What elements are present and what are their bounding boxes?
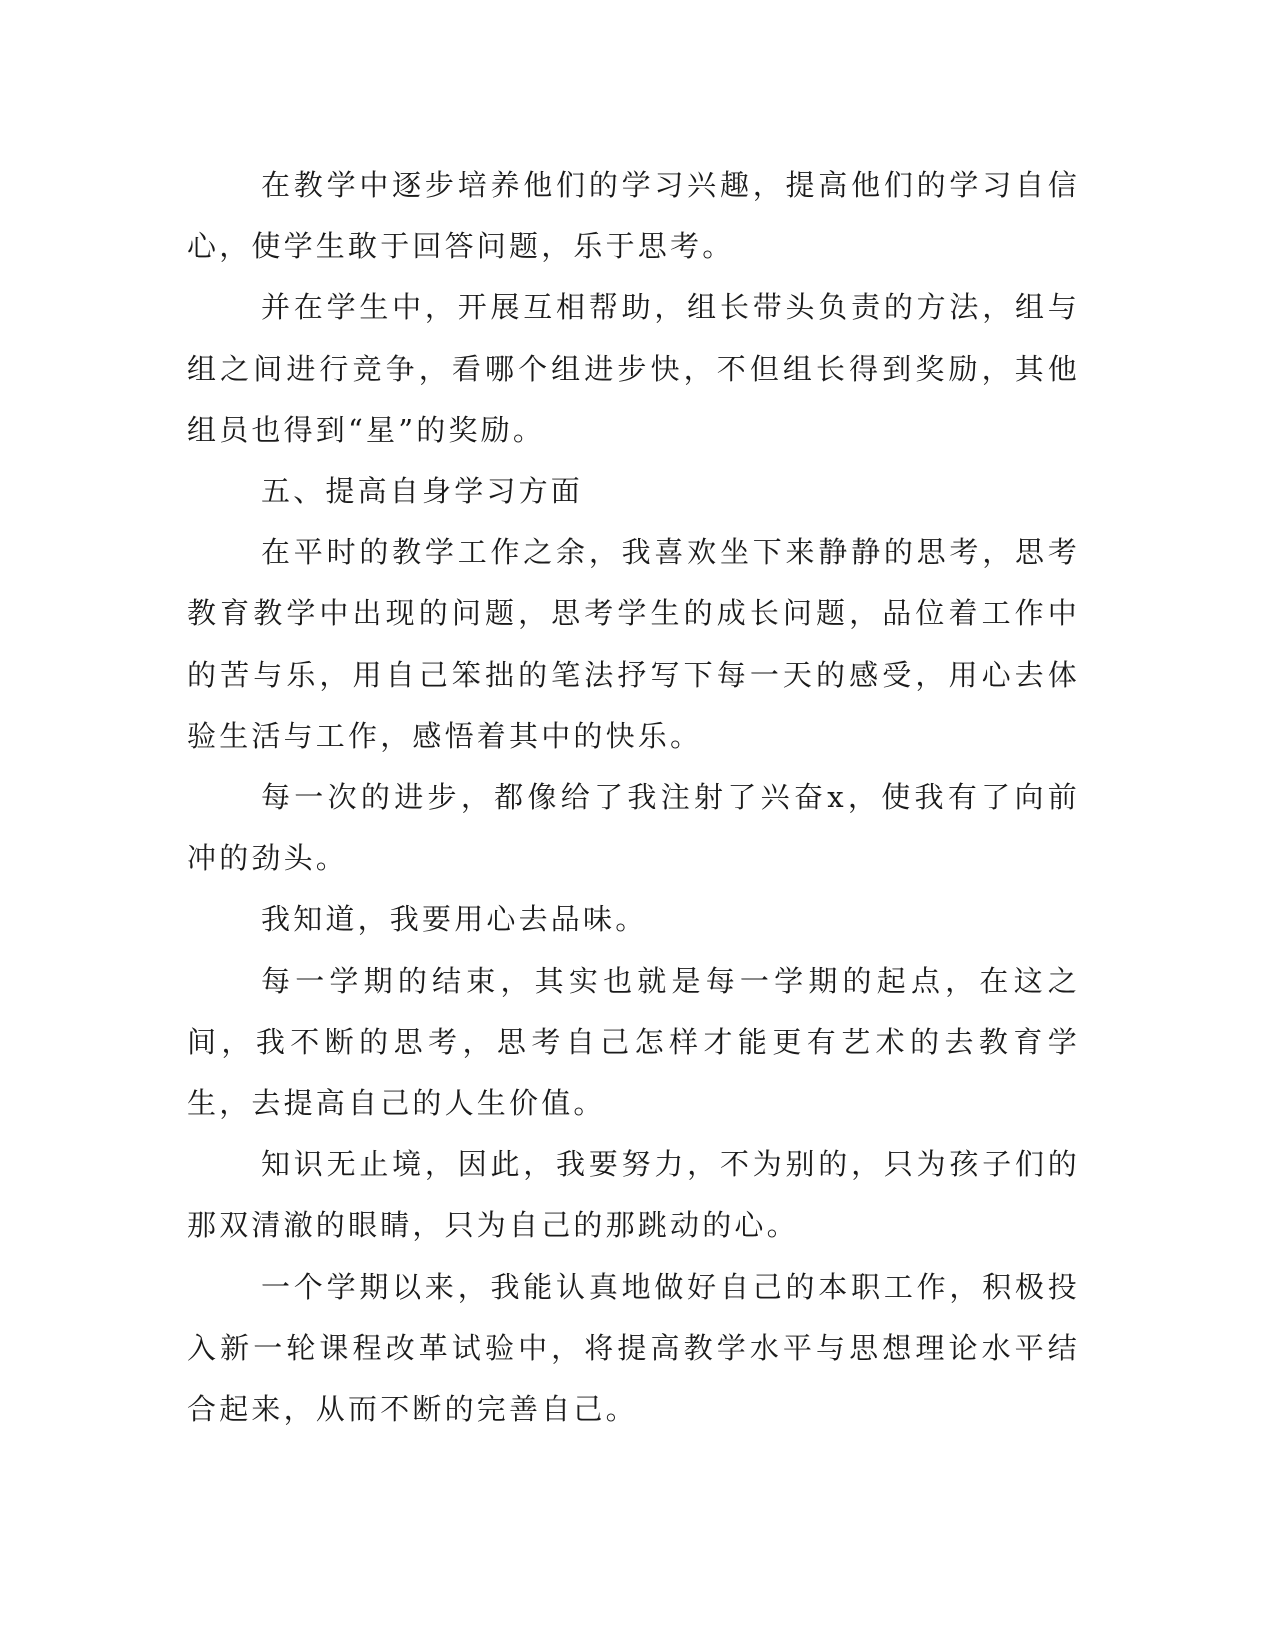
paragraph-6: 每一学期的结束，其实也就是每一学期的起点，在这之间，我不断的思考，思考自己怎样才能更有艺术的去教育学生，去提高自己的人生价值。: [187, 963, 1080, 1121]
paragraph-8: 一个学期以来，我能认真地做好自己的本职工作，积极投入新一轮课程改革试验中，将提高教学水平与思想理论水平结合起来，从而不断的完善自己。: [187, 1269, 1080, 1427]
paragraph-2: 并在学生中，开展互相帮助，组长带头负责的方法，组与组之间进行竞争，看哪个组进步快，不但组长得到奖励，其他组员也得到“星”的奖励。: [187, 290, 1080, 447]
paragraph-1: 在教学中逐步培养他们的学习兴趣，提高他们的学习自信心，使学生敢于回答问题，乐于思考。: [187, 168, 1080, 264]
section-heading: 五、提高自身学习方面: [261, 474, 584, 509]
paragraph-5: 我知道，我要用心去品味。: [261, 902, 648, 937]
paragraph-3: 在平时的教学工作之余，我喜欢坐下来静静的思考，思考教育教学中出现的问题，思考学生的成长问题，品位着工作中的苦与乐，用自己笨拙的笔法抒写下每一天的感受，用心去体验生活与工作，感悟着其中的快乐。: [187, 535, 1080, 753]
document-body: [187, 155, 1080, 1440]
paragraph-7: 知识无止境，因此，我要努力，不为别的，只为孩子们的那双清澈的眼睛，只为自己的那跳动的心。: [187, 1147, 1080, 1243]
paragraph-4: 每一次的进步，都像给了我注射了兴奋x，使我有了向前冲的劲头。: [187, 780, 1080, 876]
